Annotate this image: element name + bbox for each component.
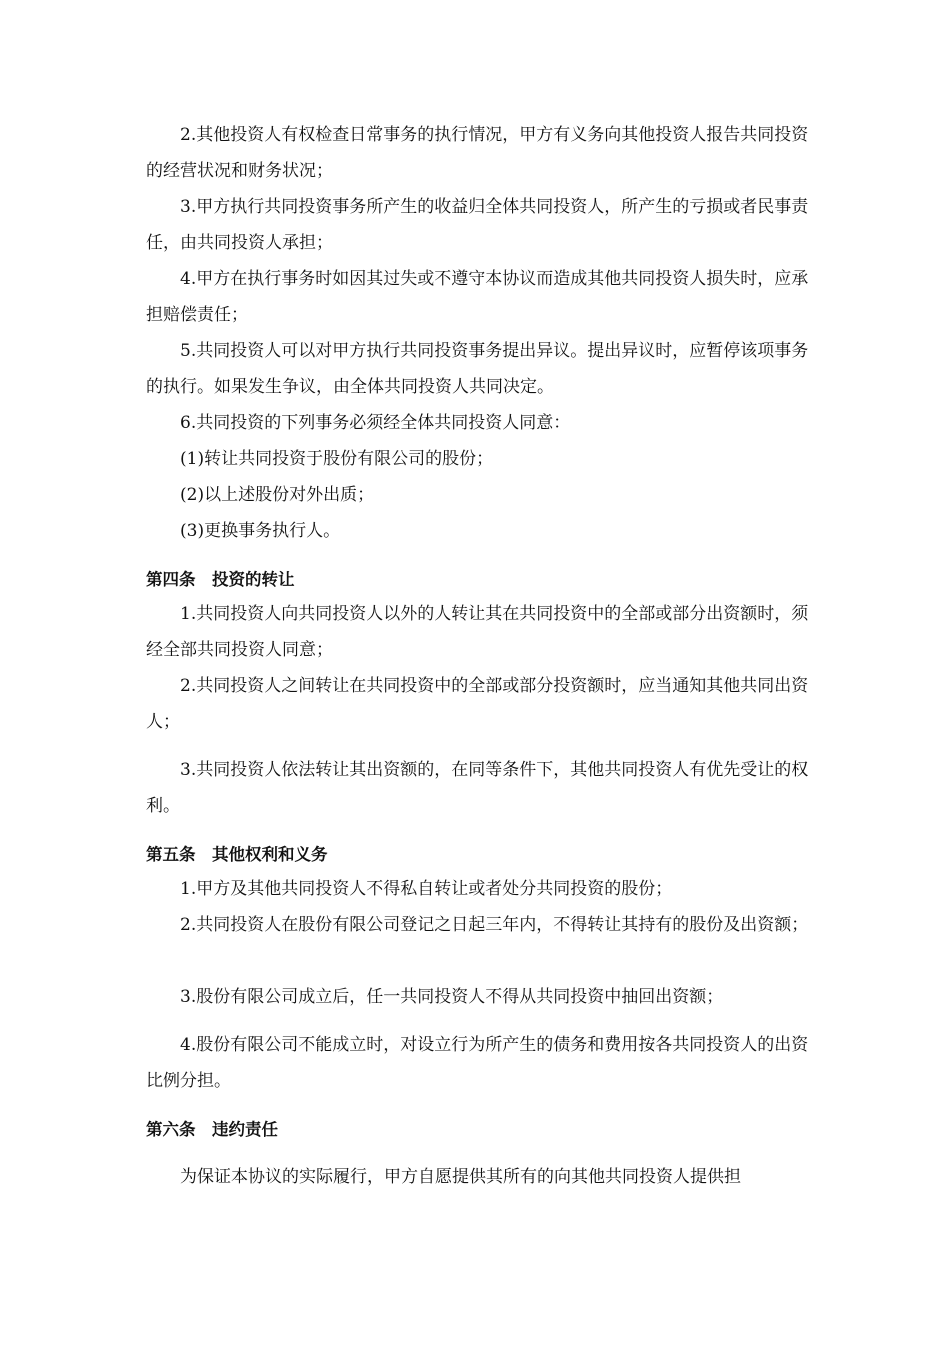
paragraph-section3-subitem-2: (2)以上述股份对外出质； xyxy=(180,485,375,505)
article5-item-1: 1.甲方及其他共同投资人不得私自转让或者处分共同投资的股份； xyxy=(180,879,673,899)
paragraph-section3-subitem-3: (3)更换事务执行人。 xyxy=(180,521,341,541)
article4-item-3: 3.共同投资人依法转让其出资额的，在同等条件下，其他共同投资人有优先受让的权利。 xyxy=(146,760,809,816)
article6-heading: 第六条 违约责任 xyxy=(146,1120,278,1139)
article5-heading: 第五条 其他权利和义务 xyxy=(146,845,328,864)
paragraph-section3-item-4: 4.甲方在执行事务时如因其过失或不遵守本协议而造成其他共同投资人损失时，应承担赔偿责任； xyxy=(146,269,809,325)
paragraph-section3-item-5: 5.共同投资人可以对甲方执行共同投资事务提出异议。提出异议时，应暂停该项事务的执行。如果发生争议，由全体共同投资人共同决定。 xyxy=(146,341,809,397)
paragraph-section3-item-2: 2.其他投资人有权检查日常事务的执行情况，甲方有义务向其他投资人报告共同投资的经营状况和财务状况； xyxy=(146,125,809,181)
article5-item-4: 4.股份有限公司不能成立时，对设立行为所产生的债务和费用按各共同投资人的出资比例分担。 xyxy=(146,1035,809,1091)
article4-item-2: 2.共同投资人之间转让在共同投资中的全部或部分投资额时，应当通知其他共同出资人； xyxy=(146,676,809,732)
paragraph-section3-item-6: 6.共同投资的下列事务必须经全体共同投资人同意： xyxy=(180,413,571,433)
article6-item-1: 为保证本协议的实际履行，甲方自愿提供其所有的向其他共同投资人提供担 xyxy=(180,1167,741,1187)
article4-item-1: 1.共同投资人向共同投资人以外的人转让其在共同投资中的全部或部分出资额时，须经全部共同投资人同意； xyxy=(146,604,809,660)
article5-item-3: 3.股份有限公司成立后，任一共同投资人不得从共同投资中抽回出资额； xyxy=(180,987,724,1007)
paragraph-section3-subitem-1: (1)转让共同投资于股份有限公司的股份； xyxy=(180,449,494,469)
article4-heading: 第四条 投资的转让 xyxy=(146,570,295,589)
paragraph-section3-item-3: 3.甲方执行共同投资事务所产生的收益归全体共同投资人，所产生的亏损或者民事责任，由共同投资人承担； xyxy=(146,197,809,253)
article5-item-2: 2.共同投资人在股份有限公司登记之日起三年内，不得转让其持有的股份及出资额； xyxy=(180,915,809,935)
